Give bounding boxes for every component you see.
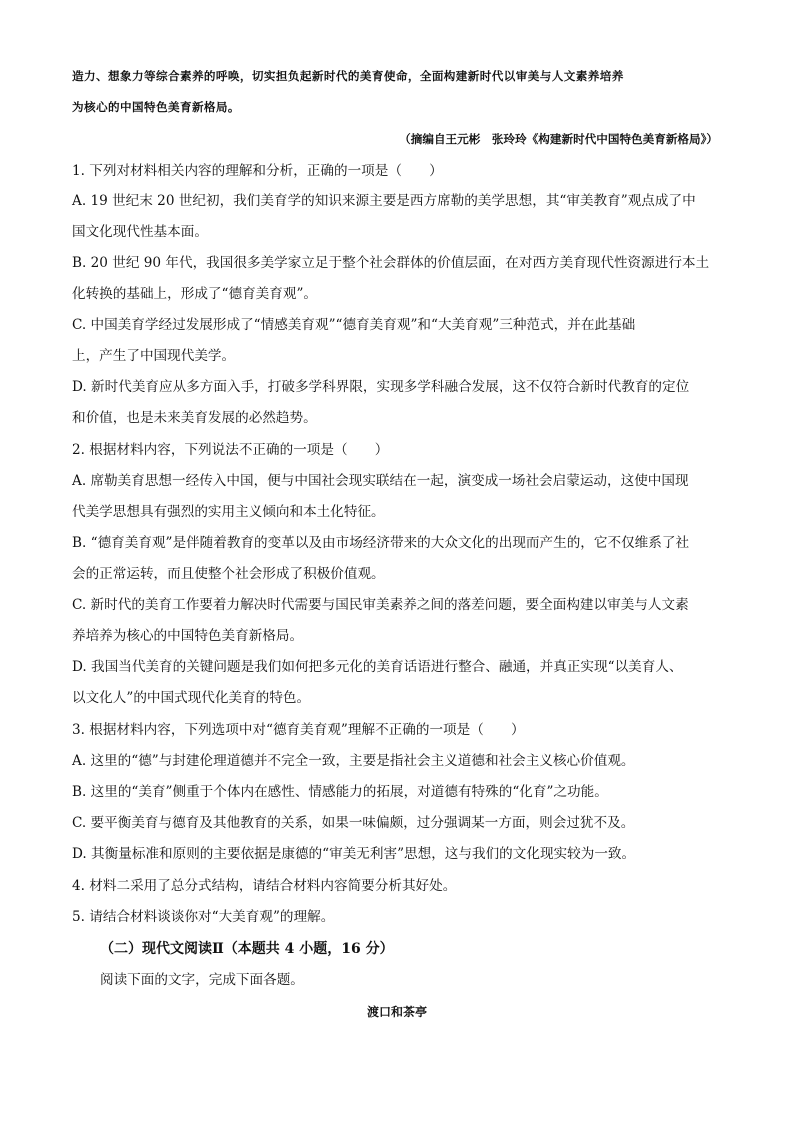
question-2-stem: 2. 根据材料内容，下列说法不正确的一项是（ ） <box>72 442 389 458</box>
question-2-option-c-cont: 养培养为核心的中国特色美育新格局。 <box>72 628 304 644</box>
question-5: 5. 请结合材料谈谈你对“大美育观”的理解。 <box>72 909 335 925</box>
question-4: 4. 材料二采用了总分式结构，请结合材料内容简要分析其好处。 <box>72 878 457 894</box>
question-2-option-b: B. “德育美育观”是伴随着教育的变革以及由市场经济带来的大众文化的出现而产生的，它不仅维系了社 <box>72 535 690 551</box>
question-1-option-a-cont: 国文化现代性基本面。 <box>72 224 208 240</box>
question-3-option-c: C. 要平衡美育与德育及其他教育的关系，如果一味偏颇，过分强调某一方面，则会过犹不及。 <box>72 815 635 831</box>
question-1-option-c: C. 中国美育学经过发展形成了“情感美育观”“德育美育观”和“大美育观”三种范式，并在此基础 <box>72 317 636 333</box>
question-1-option-a: A. 19 世纪末 20 世纪初，我们美育学的知识来源主要是西方席勒的美学思想，其“审美教育”观点成了中 <box>72 193 696 209</box>
question-2-option-a-cont: 代美学思想具有强烈的实用主义倾向和本土化特征。 <box>72 504 385 520</box>
question-1-stem: 1. 下列对材料相关内容的理解和分析，正确的一项是（ ） <box>72 163 443 179</box>
question-2-option-c: C. 新时代的美育工作要着力解决时代需要与国民审美素养之间的落差问题，要全面构建以审美与人文素 <box>72 597 689 613</box>
question-1-option-b-cont: 化转换的基础上，形成了“德育美育观”。 <box>72 286 317 302</box>
question-2-option-d-cont: 以文化人”的中国式现代化美育的特色。 <box>72 690 311 706</box>
question-3-option-a: A. 这里的“德”与封建伦理道德并不完全一致，主要是指社会主义道德和社会主义核心价值观。 <box>72 753 635 769</box>
reading-instruction: 阅读下面的文字，完成下面各题。 <box>100 972 304 988</box>
question-1-option-d-cont: 和价值，也是未来美育发展的必然趋势。 <box>72 410 317 426</box>
question-3-stem: 3. 根据材料内容，下列选项中对“德育美育观”理解不正确的一项是（ ） <box>72 722 525 738</box>
intro-line-2: 为核心的中国特色美育新格局。 <box>72 100 240 114</box>
question-1-option-b: B. 20 世纪 90 年代，我国很多美学家立足于整个社会群体的价值层面，在对西方美育现代性资源进行本土 <box>72 255 710 271</box>
story-title: 渡口和茶亭 <box>366 1005 427 1019</box>
question-2-option-a: A. 席勒美育思想一经传入中国，便与中国社会现实联结在一起，演变成一场社会启蒙运动，这使中国现 <box>72 473 689 489</box>
question-2-option-d: D. 我国当代美育的关键问题是我们如何把多元化的美育话语进行整合、融通，并真正实现“以美育人、 <box>72 659 683 675</box>
question-3-option-b: B. 这里的“美育”侧重于个体内在感性、情感能力的拓展，对道德有特殊的“化育”之功能。 <box>72 784 608 800</box>
question-1-option-c-cont: 上，产生了中国现代美学。 <box>72 348 236 364</box>
source-citation: （摘编自王元彬 张玲玲《构建新时代中国特色美育新格局》） <box>399 132 718 146</box>
question-1-option-d: D. 新时代美育应从多方面入手，打破多学科界限，实现多学科融合发展，这不仅符合新时代教育的定位 <box>72 379 690 395</box>
section-heading: （二）现代文阅读Ⅱ（本题共 4 小题，16 分） <box>100 941 394 957</box>
question-2-option-b-cont: 会的正常运转，而且使整个社会形成了积极价值观。 <box>72 566 385 582</box>
intro-line-1: 造力、想象力等综合素养的呼唤，切实担负起新时代的美育使命，全面构建新时代以审美与人文素养培养 <box>72 69 624 83</box>
question-3-option-d: D. 其衡量标准和原则的主要依据是康德的“审美无利害”思想，这与我们的文化现实较为一致。 <box>72 846 636 862</box>
